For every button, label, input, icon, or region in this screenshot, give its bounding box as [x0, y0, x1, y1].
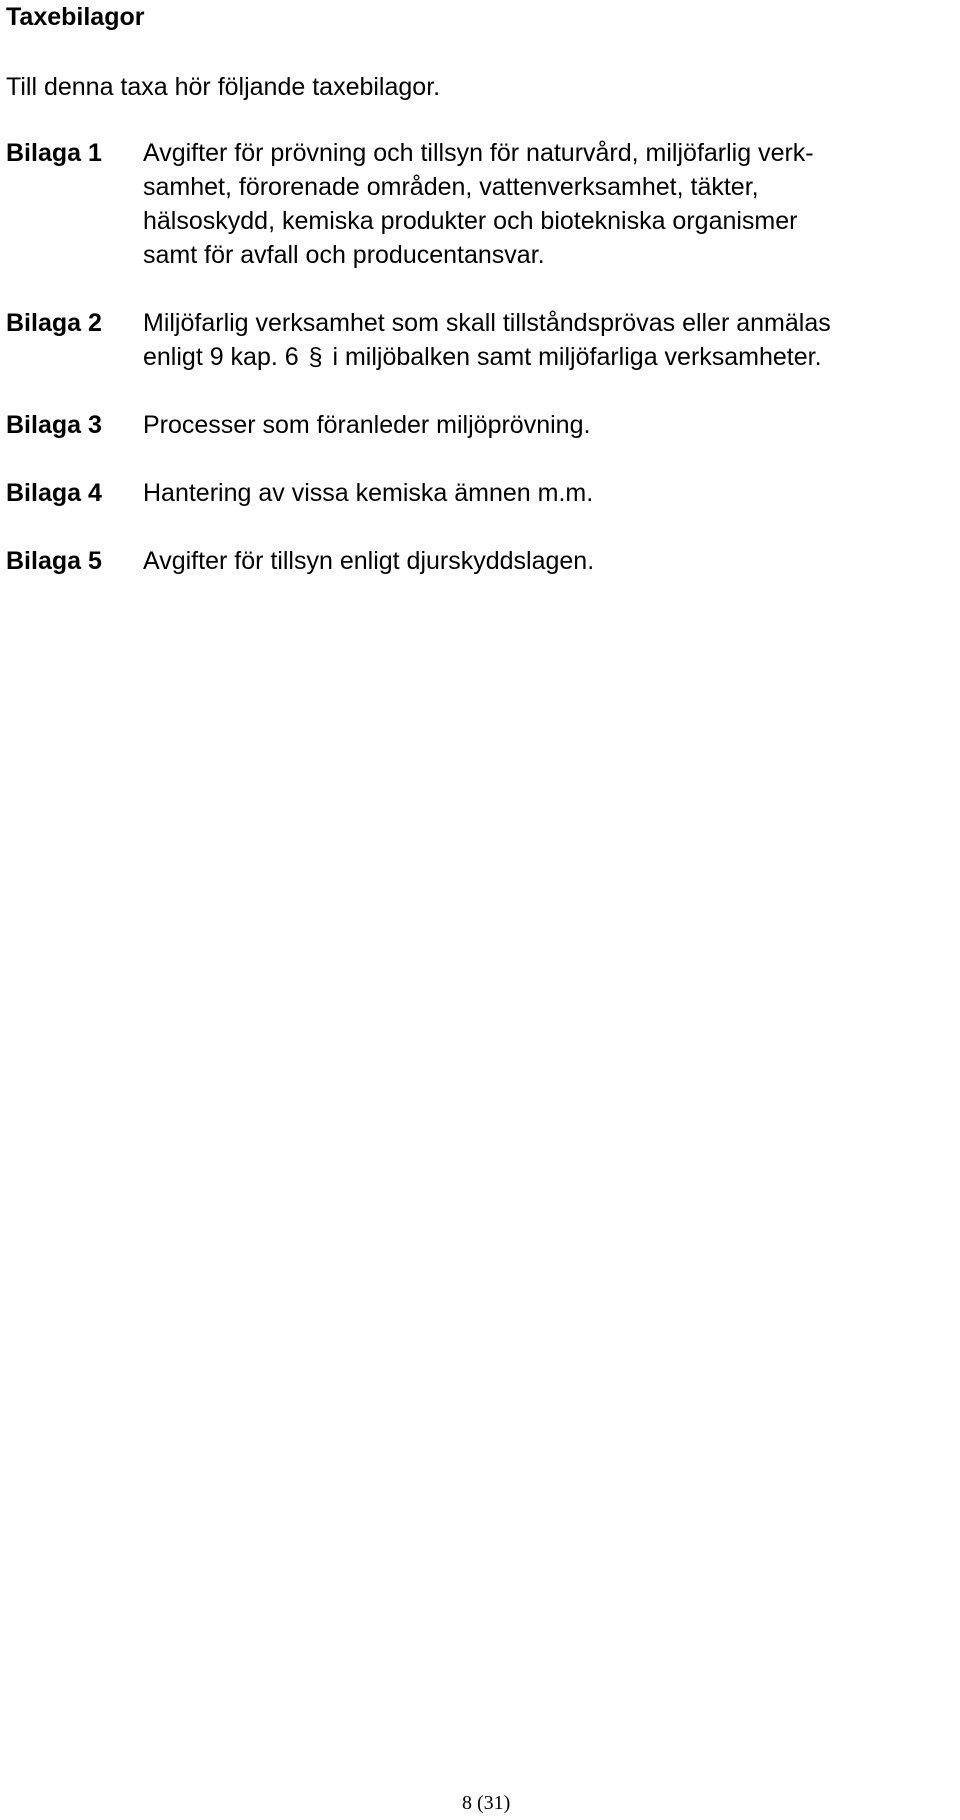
intro-text: Till denna taxa hör följande taxebilagor.	[6, 73, 441, 101]
appendix-label: Bilaga 1	[6, 139, 102, 167]
appendix-label: Bilaga 3	[6, 411, 102, 439]
page-number: 8 (31)	[462, 1792, 511, 1814]
appendix-description	[143, 306, 960, 374]
description-text: enligt 9 kap. 6	[143, 343, 299, 371]
section-sign-icon: §	[308, 343, 323, 371]
appendix-label: Bilaga 4	[6, 479, 102, 507]
appendix-label: Bilaga 5	[6, 547, 102, 575]
page-title: Taxebilagor	[6, 3, 145, 31]
description-line: hälsoskydd, kemiska produkter och biotekniska organismer	[143, 207, 798, 235]
description-line	[143, 340, 960, 374]
appendix-description: Processer som föranleder miljöprövning.	[143, 411, 591, 439]
description-line: samt för avfall och producentansvar.	[143, 241, 545, 269]
description-line: Avgifter för prövning och tillsyn för naturvård, miljöfarlig verk-	[143, 139, 814, 167]
appendix-description	[143, 136, 960, 272]
description-text: i miljöbalken samt miljöfarliga verksamheter.	[332, 343, 822, 371]
description-line: Miljöfarlig verksamhet som skall tillståndsprövas eller anmälas	[143, 309, 831, 337]
appendix-description: Avgifter för tillsyn enligt djurskyddslagen.	[143, 547, 595, 575]
description-line: samhet, förorenade områden, vattenverksamhet, täkter,	[143, 173, 759, 201]
appendix-label: Bilaga 2	[6, 309, 102, 337]
appendix-description: Hantering av vissa kemiska ämnen m.m.	[143, 479, 594, 507]
